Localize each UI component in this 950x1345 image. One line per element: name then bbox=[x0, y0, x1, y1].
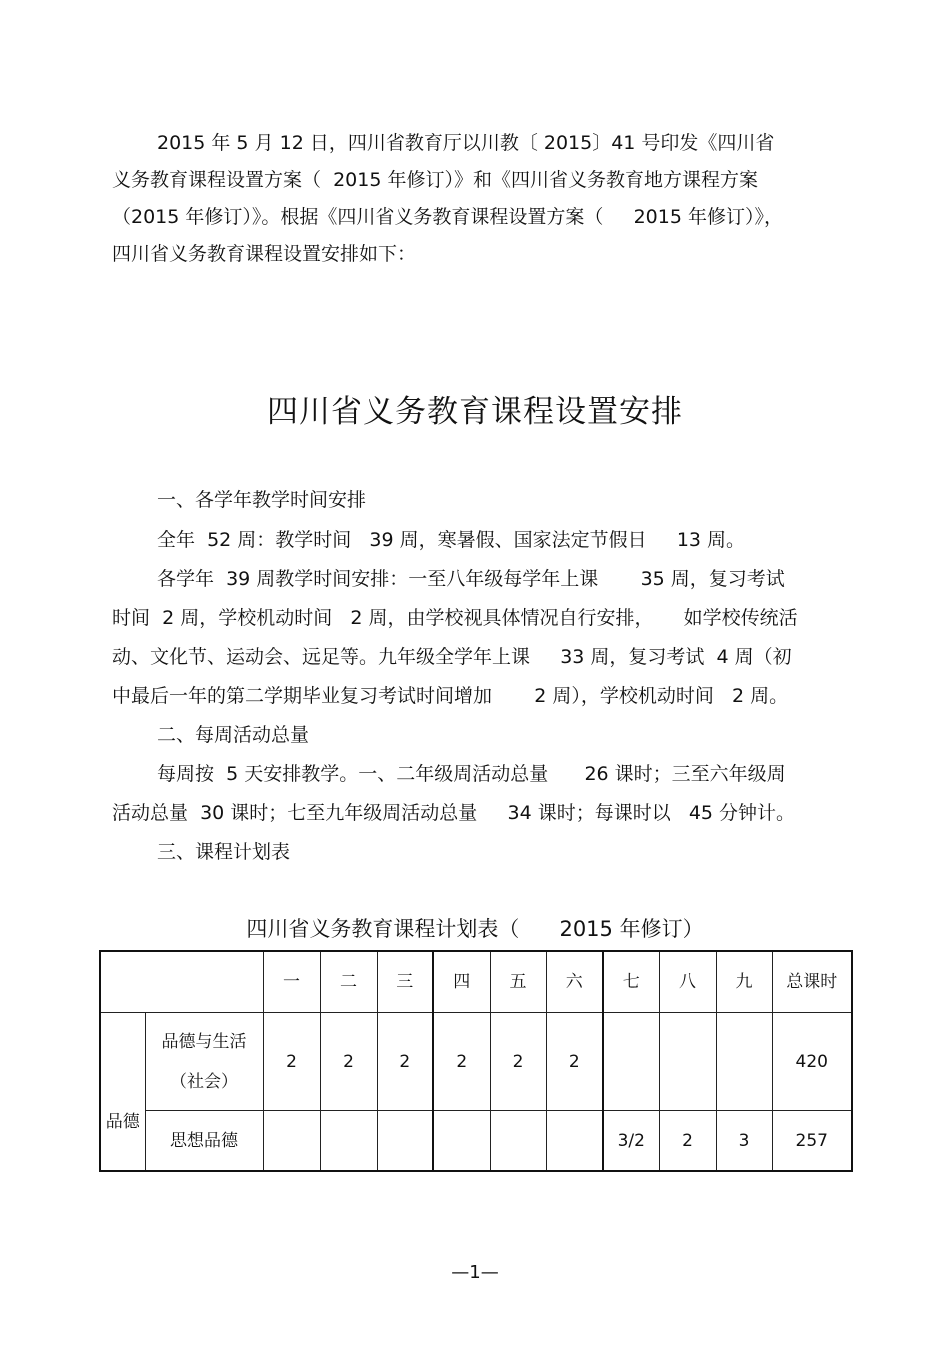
hours-cell bbox=[659, 1013, 716, 1111]
header-grade-9: 九 bbox=[716, 951, 772, 1013]
hours-cell bbox=[263, 1111, 320, 1172]
section-2-paragraph-line-2: 活动总量 30 课时；七至九年级周活动总量 34 课时；每课时以 45 分钟计。 bbox=[112, 802, 796, 824]
header-grade-4: 四 bbox=[433, 951, 490, 1013]
hours-cell bbox=[490, 1111, 546, 1172]
hours-cell bbox=[546, 1111, 603, 1172]
header-total-hours: 总课时 bbox=[772, 951, 852, 1013]
hours-cell: 2 bbox=[320, 1013, 377, 1111]
table-caption: 四川省义务教育课程计划表（ 2015 年修订） bbox=[246, 917, 704, 941]
header-grade-8: 八 bbox=[659, 951, 716, 1013]
total-hours-cell: 257 bbox=[772, 1111, 852, 1172]
hours-cell bbox=[377, 1111, 433, 1172]
hours-cell: 3 bbox=[716, 1111, 772, 1172]
section-1-paragraph-1: 全年 52 周：教学时间 39 周，寒暑假、国家法定节假日 13 周。 bbox=[157, 529, 746, 551]
table-row bbox=[100, 1111, 852, 1172]
header-corner-cell bbox=[100, 951, 263, 1013]
subject-name-cell: 思想品德 bbox=[145, 1111, 263, 1172]
hours-cell bbox=[433, 1111, 490, 1172]
hours-cell bbox=[320, 1111, 377, 1172]
table-header-row bbox=[100, 951, 852, 1013]
hours-cell bbox=[716, 1013, 772, 1111]
total-hours-cell: 420 bbox=[772, 1013, 852, 1111]
page-title: 四川省义务教育课程设置安排 bbox=[267, 394, 683, 430]
subject-group-cell: 品德 bbox=[100, 1013, 145, 1172]
hours-cell: 3/2 bbox=[603, 1111, 659, 1172]
page-number: —1— bbox=[451, 1262, 499, 1283]
hours-cell: 2 bbox=[433, 1013, 490, 1111]
section-3-heading: 三、课程计划表 bbox=[157, 841, 291, 863]
section-1-paragraph-2-line-2: 时间 2 周，学校机动时间 2 周，由学校视具体情况自行安排， 如学校传统活 bbox=[112, 607, 798, 629]
section-1-paragraph-2-line-4: 中最后一年的第二学期毕业复习考试时间增加 2 周），学校机动时间 2 周。 bbox=[112, 685, 789, 707]
section-1-heading: 一、各学年教学时间安排 bbox=[157, 489, 367, 511]
section-2-heading: 二、每周活动总量 bbox=[157, 724, 310, 746]
hours-cell: 2 bbox=[546, 1013, 603, 1111]
curriculum-table bbox=[99, 950, 853, 1172]
header-grade-3: 三 bbox=[377, 951, 433, 1013]
hours-cell bbox=[603, 1013, 659, 1111]
intro-paragraph: 2015 年 5 月 12 日，四川省教育厅以川教〔 2015〕41 号印发《四川省 义务教育课程设置方案（ 2015 年修订）》和《四川省义务教育地方课程方案 （2015 年修订）》。根据《四川省义务教育课程设置方案（ 2015 年修订）》， 四川省义务教育课程设置安排如下： bbox=[112, 132, 783, 265]
header-grade-2: 二 bbox=[320, 951, 377, 1013]
section-1-paragraph-2-line-1: 各学年 39 周教学时间安排：一至八年级每学年上课 35 周，复习考试 bbox=[157, 568, 785, 590]
hours-cell: 2 bbox=[377, 1013, 433, 1111]
hours-cell: 2 bbox=[490, 1013, 546, 1111]
section-2-paragraph-line-1: 每周按 5 天安排教学。一、二年级周活动总量 26 课时；三至六年级周 bbox=[157, 763, 786, 785]
hours-cell: 2 bbox=[659, 1111, 716, 1172]
table-row bbox=[100, 1013, 852, 1111]
header-grade-7: 七 bbox=[603, 951, 659, 1013]
header-grade-5: 五 bbox=[490, 951, 546, 1013]
subject-name-cell: 品德与生活 （社会） bbox=[145, 1013, 263, 1111]
hours-cell: 2 bbox=[263, 1013, 320, 1111]
section-1-paragraph-2-line-3: 动、文化节、运动会、远足等。九年级全学年上课 33 周，复习考试 4 周（初 bbox=[112, 646, 792, 668]
header-grade-1: 一 bbox=[263, 951, 320, 1013]
header-grade-6: 六 bbox=[546, 951, 603, 1013]
